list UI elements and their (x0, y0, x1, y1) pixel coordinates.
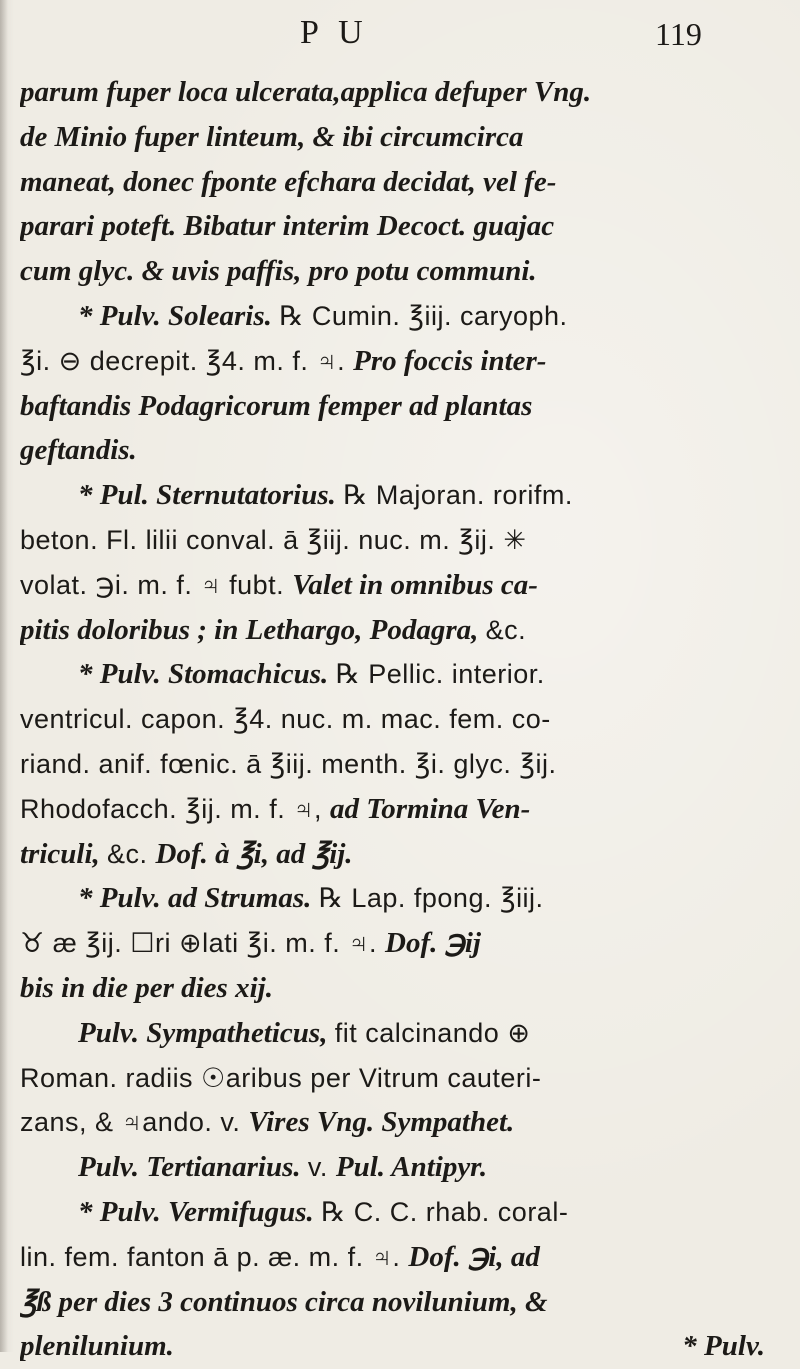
italic-text: Pulv. Tertianarius. (78, 1151, 308, 1184)
italic-text: Dof. ℈ij (385, 927, 481, 960)
gutter-shadow (0, 0, 8, 1352)
roman-text: fit calcinando ⊕ (334, 1017, 531, 1048)
italic-text: ad Tormina Ven- (329, 792, 531, 825)
text-line (20, 1280, 785, 1325)
text-line (20, 921, 785, 966)
text-line (20, 249, 785, 294)
italic-text: geftandis. (20, 434, 137, 467)
italic-text: plenilunium. (20, 1330, 174, 1363)
italic-text: Pro foccis inter- (353, 344, 547, 377)
text-line (20, 742, 785, 787)
text-line (20, 384, 785, 429)
italic-text: cum glyc. & uvis paffis, pro potu communi. (20, 255, 537, 288)
roman-text: v. (307, 1152, 336, 1183)
text-line (20, 428, 785, 473)
text-line (20, 697, 785, 742)
text-line (20, 787, 785, 832)
italic-text: Vires Vng. Sympathet. (248, 1106, 515, 1139)
italic-text: * Pul. Sternutatorius. (78, 479, 344, 512)
italic-text: baftandis Podagricorum femper ad plantas (20, 389, 533, 422)
text-line (20, 652, 785, 697)
roman-text: lin. fem. fanton ā p. æ. m. f. ♃. (20, 1241, 409, 1272)
italic-text: triculi, (20, 837, 108, 870)
text-line (20, 1056, 785, 1101)
text-line (20, 1100, 785, 1145)
roman-text: &c. (485, 614, 527, 645)
text-line (20, 1145, 785, 1190)
roman-text: ℞ Lap. fpong. ℥iij. (318, 883, 544, 914)
roman-text: ℞ Cumin. ℥iij. caryoph. (279, 300, 568, 331)
page-number: 119 (655, 16, 702, 52)
text-line (20, 563, 785, 608)
italic-text: * Pulv. Solearis. (78, 299, 280, 332)
italic-text: Valet in omnibus ca- (292, 568, 538, 601)
text-line (20, 1190, 785, 1235)
text-line (20, 115, 785, 160)
italic-text: parum fuper loca ulcerata,applica defuper Vng. (20, 76, 592, 108)
running-head: P U (300, 14, 369, 51)
italic-text: * Pulv. ad Strumas. (78, 882, 319, 915)
text-line (20, 339, 785, 384)
page-header (0, 14, 800, 58)
text-line (20, 473, 785, 518)
italic-text: Dof. à ℥i, ad ℥ij. (155, 837, 353, 870)
italic-text: Pul. Antipyr. (335, 1151, 488, 1184)
roman-text: ventricul. capon. ℥4. nuc. m. mac. fem. co- (20, 704, 551, 735)
italic-text: * Pulv. Stomachicus. (78, 658, 336, 691)
body-text (20, 70, 785, 1369)
italic-text: Pulv. Sympatheticus, (78, 1016, 335, 1049)
roman-text: beton. Fl. lilii conval. ā ℥iij. nuc. m. ℥ij. ✳ (20, 524, 527, 555)
text-line (20, 518, 785, 563)
italic-text: ℥ß per dies 3 continuos circa novilunium, & (20, 1285, 548, 1318)
italic-text: * Pulv. Vermifugus. (78, 1195, 322, 1228)
text-line (20, 608, 785, 653)
text-line (20, 832, 785, 877)
text-line (20, 1235, 785, 1280)
italic-text: de Minio fuper linteum, & ibi circumcirca (20, 120, 524, 153)
roman-text: ♉ æ ℥ij. ☐ri ⊕lati ℥i. m. f. ♃. (20, 928, 385, 959)
roman-text: ℞ Majoran. rorifm. (343, 480, 573, 511)
text-line (20, 876, 785, 921)
roman-text: &c. (107, 838, 156, 869)
text-line (20, 294, 785, 339)
roman-text: ℞ Pellic. interior. (335, 659, 545, 690)
roman-text: Rhodofacch. ℥ij. m. f. ♃, (20, 793, 330, 824)
roman-text: Roman. radiis ☉aribus per Vitrum cauteri- (20, 1062, 542, 1093)
roman-text: ℞ C. C. rhab. coral- (321, 1196, 569, 1227)
italic-text: maneat, donec fponte efchara decidat, vel fe- (20, 165, 557, 198)
roman-text: zans, & ♃ando. v. (20, 1107, 249, 1138)
roman-text: riand. anif. fœnic. ā ℥iij. menth. ℥i. glyc. ℥ij. (20, 748, 557, 779)
text-line (20, 204, 785, 249)
roman-text: volat. ℈i. m. f. ♃ fubt. (20, 569, 293, 600)
text-line (20, 966, 785, 1011)
roman-text: ℥i. ⊖ decrepit. ℥4. m. f. ♃. (20, 345, 354, 376)
italic-text: Dof. ℈i, ad (408, 1240, 540, 1273)
italic-text: bis in die per dies xij. (20, 971, 273, 1004)
text-line (20, 70, 785, 115)
catchword: * Pulv. (682, 1330, 765, 1363)
italic-text: pitis doloribus ; in Lethargo, Podagra, (20, 613, 486, 646)
text-line (20, 1011, 785, 1056)
italic-text: parari poteft. Bibatur interim Decoct. guajac (20, 210, 555, 243)
text-line (20, 1324, 785, 1369)
text-line (20, 160, 785, 205)
